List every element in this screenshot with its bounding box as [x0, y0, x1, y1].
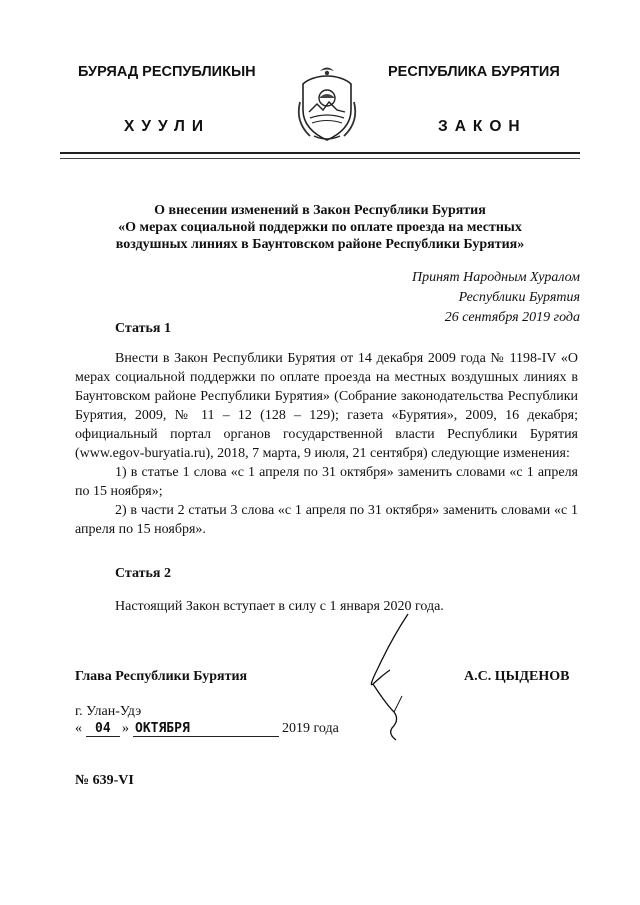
header-left-doc-type: ХУУЛИ	[124, 118, 211, 135]
date-day: 04	[95, 721, 111, 736]
header-right-doc-type: ЗАКОН	[438, 118, 527, 135]
handwritten-signature	[356, 612, 436, 747]
article-1-body	[75, 349, 578, 539]
adoption-note	[412, 268, 580, 328]
date-open-quote: «	[75, 721, 82, 736]
adoption-line: 26 сентября 2019 года	[444, 310, 580, 325]
law-number: № 639-VI	[75, 773, 134, 788]
article-2-body	[75, 597, 578, 616]
date-close-quote: »	[122, 721, 129, 736]
header-rule-thick	[60, 152, 580, 154]
article-1-item-1: 1) в статье 1 слова «с 1 апреля по 31 октября» заменить словами «с 1 апреля по 15 ноября»;	[75, 465, 578, 499]
adoption-line: Республики Бурятия	[458, 290, 580, 305]
law-title-line: О внесении изменений в Закон Республики Бурятия	[154, 203, 486, 218]
adoption-line: Принят Народным Хуралом	[411, 270, 580, 285]
signatory-name: А.С. ЦЫДЕНОВ	[464, 669, 570, 684]
law-title	[60, 202, 580, 253]
law-title-line: воздушных линиях в Баунтовском районе Республики Бурятия»	[115, 237, 525, 252]
article-1-heading: Статья 1	[115, 321, 171, 336]
header-right-republic: РЕСПУБЛИКА БУРЯТИЯ	[388, 64, 560, 80]
article-1-paragraph: Внести в Закон Республики Бурятия от 14 декабря 2009 года № 1198-IV «О мерах социальной поддержки по оплате проезда на местных воздушных линиях в Баунтовском районе Республики Бурятия» (Собрание законодательства Республики Бурятия, 2009, № 11 – 12 (128 – 129); газета «Бурятия», 2009, 16 декабря; официальный портал органов государственной власти Республики Бурятия (www.egov-buryatia.ru), 2018, 7 марта, 9 июля, 21 сентября) следующие изменения:	[75, 351, 578, 461]
header-left-republic: БУРЯАД РЕСПУБЛИКЫН	[78, 64, 256, 80]
date-month: ОКТЯБРЯ	[135, 721, 190, 736]
coat-of-arms-icon	[296, 62, 358, 144]
date-year: 2019 года	[282, 721, 339, 736]
city: г. Улан-Удэ	[75, 704, 142, 719]
header-rule-thin	[60, 158, 580, 159]
date-day-underline	[86, 736, 120, 737]
signatory-position: Глава Республики Бурятия	[75, 669, 248, 684]
date-month-underline	[133, 736, 279, 737]
article-2-heading: Статья 2	[115, 566, 171, 581]
article-2-paragraph: Настоящий Закон вступает в силу с 1 января 2020 года.	[115, 599, 444, 614]
law-title-line: «О мерах социальной поддержки по оплате проезда на местных	[118, 220, 522, 235]
article-1-item-2: 2) в части 2 статьи 3 слова «с 1 апреля по 31 октября» заменить словами «с 1 апреля по 15 ноября».	[75, 503, 578, 537]
signing-date	[75, 721, 355, 739]
